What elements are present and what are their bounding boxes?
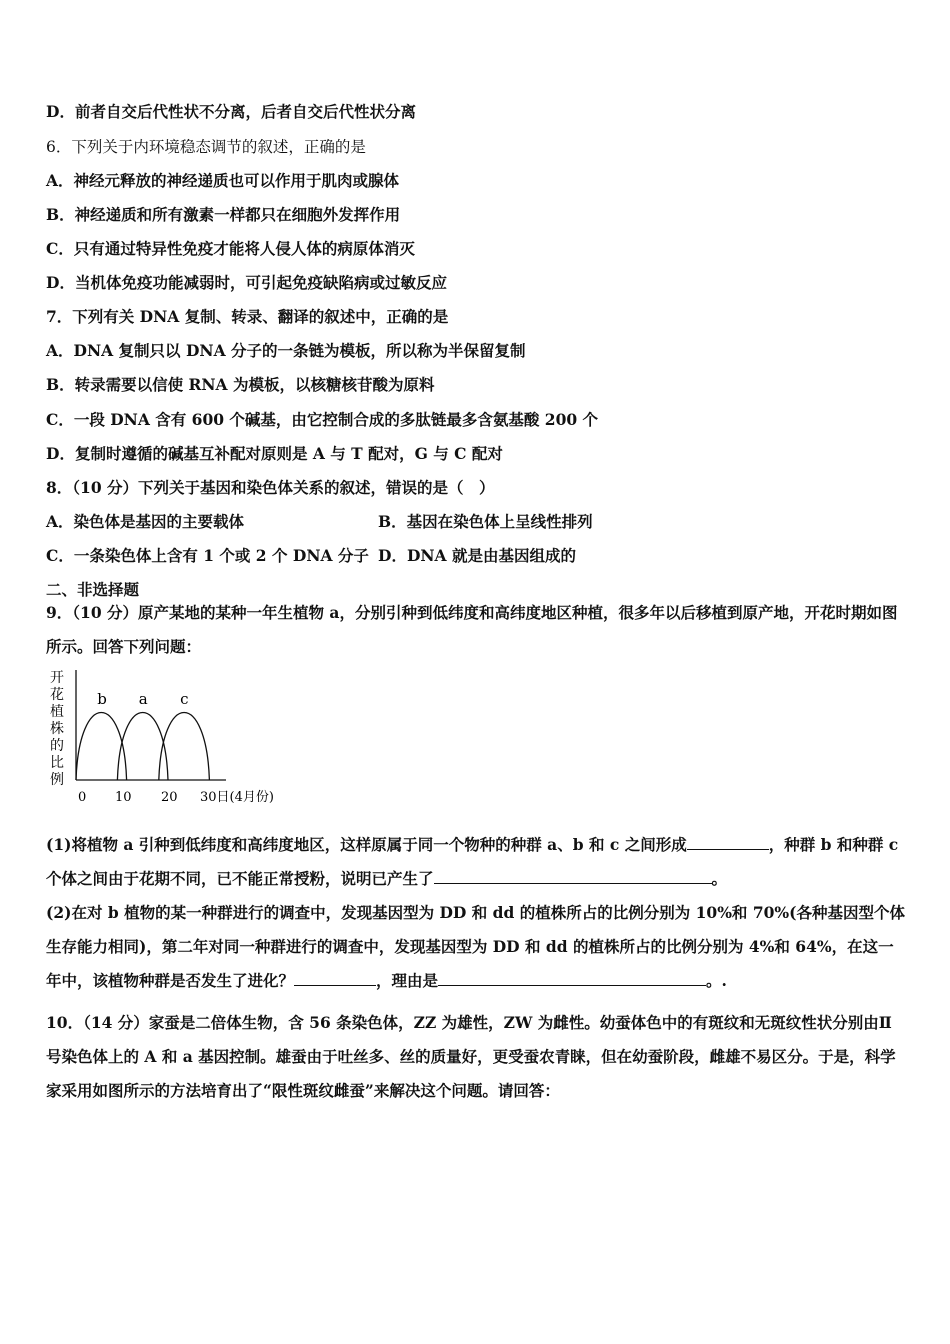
q9-part2-text-c: 。. bbox=[706, 971, 727, 990]
q8-option-c: C．一条染色体上含有 1 个或 2 个 DNA 分子 bbox=[46, 546, 369, 565]
series-curve-c bbox=[159, 713, 210, 781]
answer-blank-2[interactable] bbox=[434, 867, 712, 884]
q8-stem: 8．（10 分）下列关于基因和染色体关系的叙述，错误的是（ ） bbox=[46, 478, 495, 497]
q8-row-1 bbox=[46, 510, 244, 532]
q6-option-d: D．当机体免疫功能减弱时，可引起免疫缺陷病或过敏反应 bbox=[46, 273, 447, 292]
q9-part1-text-a: (1)将植物 a 引种到低纬度和高纬度地区，这样原属于同一个物种的种群 a、b 和 c 之间形成 bbox=[46, 835, 687, 854]
answer-blank-1[interactable] bbox=[687, 833, 769, 850]
q8-option-a: A．染色体是基因的主要载体 bbox=[46, 512, 245, 531]
q9-part2-text-a: (2)在对 b 植物的某一种群进行的调查中，发现基因型为 DD 和 dd 的植株所占的比例分别为 10%和 70%(各种基因型个体生存能力相同)，第二年对同一种群进行的调查中，发现基因型为 DD 和 dd 的植株所占的比例分别为 4%和 64%，在这一年中，该植物种群是否发生了进化？ bbox=[46, 903, 905, 990]
q9-part1-text-b: ，种群 b 和种群 c 个体之间由于花期不同，已不能正常授粉，说明已产生了 bbox=[46, 835, 899, 888]
section-heading: 二、非选择题 bbox=[46, 580, 140, 599]
series-label-b: b bbox=[97, 690, 107, 708]
q9-part1-text-c: 。 bbox=[711, 869, 728, 888]
q7-option-d: D．复制时遵循的碱基互补配对原则是 A 与 T 配对，G 与 C 配对 bbox=[46, 444, 503, 463]
q7-option-a: A．DNA 复制只以 DNA 分子的一条链为模板，所以称为半保留复制 bbox=[46, 341, 526, 360]
q6-stem: 6．下列关于内环境稳态调节的叙述，正确的是 bbox=[46, 138, 366, 156]
q8-option-b: B．基因在染色体上呈线性排列 bbox=[378, 512, 593, 531]
flowering-chart bbox=[46, 668, 286, 812]
y-label-char: 比 bbox=[50, 755, 64, 771]
x-tick-label: 0 bbox=[78, 790, 87, 805]
q6-option-a: A．神经元释放的神经递质也可以作用于肌肉或腺体 bbox=[46, 171, 400, 190]
q9-part2 bbox=[46, 896, 906, 998]
x-tick-label: 20 bbox=[161, 790, 178, 805]
y-label-char: 的 bbox=[50, 738, 64, 754]
series-label-a: a bbox=[138, 690, 148, 708]
q6-option-c: C．只有通过特异性免疫才能将人侵人体的病原体消灭 bbox=[46, 239, 415, 258]
q5-option-d: D．前者自交后代性状不分离，后者自交后代性状分离 bbox=[46, 102, 416, 121]
q7-option-c: C．一段 DNA 含有 600 个碱基，由它控制合成的多肽链最多含氨基酸 200 个 bbox=[46, 410, 599, 429]
y-label-char: 花 bbox=[50, 687, 64, 703]
series-label-c: c bbox=[180, 690, 189, 708]
q10-stem: 10．（14 分）家蚕是二倍体生物，含 56 条染色体，ZZ 为雄性，ZW 为雌性。幼蚕体色中的有斑纹和无斑纹性状分别由Ⅱ号染色体上的 A 和 a 基因控制。雄蚕由于吐丝多、丝的质量好，更受蚕农青睐，但在幼蚕阶段，雌雄不易区分。于是，科学家采用如图所示的方法培育出了“限性斑纹雌蚕”来解决这个问题。请回答： bbox=[46, 1013, 896, 1100]
series-curve-a bbox=[117, 713, 168, 781]
q9-part1 bbox=[46, 828, 906, 896]
y-label-char: 植 bbox=[50, 704, 64, 720]
y-axis-label bbox=[50, 670, 64, 788]
q7-option-b: B．转录需要以信使 RNA 为模板，以核糖核苷酸为原料 bbox=[46, 375, 435, 394]
q8-option-d: D．DNA 就是由基因组成的 bbox=[378, 546, 576, 565]
q6-option-b: B．神经递质和所有激素一样都只在细胞外发挥作用 bbox=[46, 205, 401, 224]
x-tick-labels bbox=[78, 790, 178, 805]
y-label-char: 开 bbox=[50, 670, 64, 686]
y-label-char: 株 bbox=[50, 721, 64, 737]
answer-blank-4[interactable] bbox=[438, 969, 706, 986]
series-curve-b bbox=[76, 713, 127, 781]
q9-stem: 9．（10 分）原产某地的某种一年生植物 a，分别引种到低纬度和高纬度地区种植，很多年以后移植到原产地，开花时期如图所示。回答下列问题： bbox=[46, 603, 898, 656]
x-tick-label: 10 bbox=[115, 790, 132, 805]
answer-blank-3[interactable] bbox=[294, 969, 376, 986]
flowering-chart-svg bbox=[46, 668, 286, 808]
q7-stem: 7．下列有关 DNA 复制、转录、翻译的叙述中，正确的是 bbox=[46, 307, 449, 326]
x-axis-label: 30日(4月份) bbox=[200, 790, 274, 805]
series-curves bbox=[76, 690, 209, 780]
y-label-char: 例 bbox=[50, 772, 64, 788]
q9-part2-text-b: ，理由是 bbox=[376, 971, 439, 990]
